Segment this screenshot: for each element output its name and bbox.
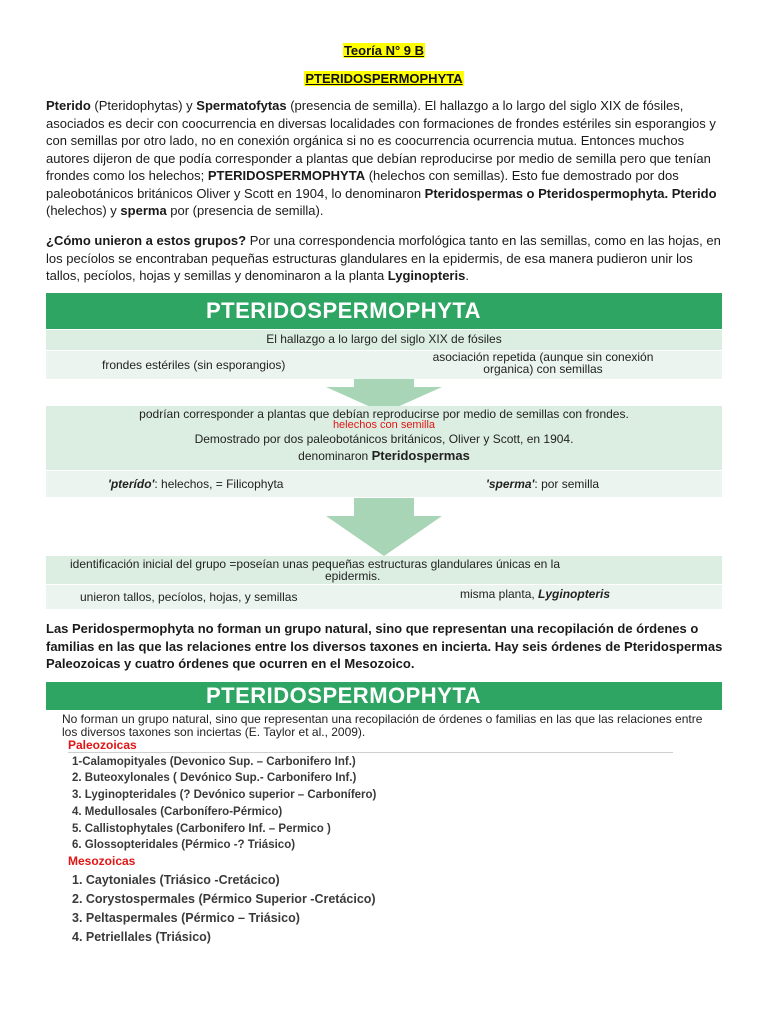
union-row: unieron tallos, pecíolos, hojas, y semillas misma planta, Lyginopteris (46, 585, 722, 609)
diagram-banner: PTERIDOSPERMOPHYTA (46, 293, 722, 329)
paragraph-intro: Pterido (Pteridophytas) y Spermatofytas (presencia de semilla). El hallazgo a lo largo del siglo XIX de fósiles, asociados es decir con coocurrencia en diversas localidades con formaciones de frondes estériles sin esporangios y con semillas por otro lado, no en conexión orgánica si no es coocurrencia ocurrencia mutua. Entonces muchos autores dijeron de que podía corresponder a plantas que debían reproducirse por medio de semilla pero que tenían frondes como los helechos; PTERIDOSPERMOPHYTA (helechos con semillas). Esto fue demostrado por dos paleobotánicos británicos Oliver y Scott en 1904, lo denominaron Pteridospermas o Pteridospermophyta. Pterido (helechos) y sperma por (presencia de semilla). (46, 98, 717, 218)
list-item: 4. Petriellales (Triásico) (72, 930, 211, 944)
list-item: 2. Corystospermales (Pérmico Superior -Cretácico) (72, 892, 376, 906)
finding-row: El hallazgo a lo largo del siglo XIX de fósiles (46, 330, 722, 350)
paragraph-classification: Las Peridospermophyta no forman un grupo natural, sino que representan una recopilación de órdenes o familias en las que las relaciones entre los diversos taxones en incierta. Hay seis órdenes de Pteridospermas Paleozoicas y cuatro órdenes que ocurren en el Mesozoico. (46, 621, 723, 671)
list-item: 3. Lyginopteridales (? Devónico superior – Carbonífero) (72, 789, 377, 801)
paleozoic-heading: Paleozoicas (68, 738, 137, 752)
demonstration-row: podrían corresponder a plantas que debían reproducirse por medio de semillas con frondes. helechos con semilla Demostrado por dos paleobotánicos británicos, Oliver y Scott, en 1904. denominaron Pteridospermas (46, 406, 722, 470)
divider (68, 752, 673, 753)
list-item: 1-Calamopityales (Devonico Sup. – Carbonifero Inf.) (72, 756, 356, 768)
etymology-row: 'pterído': helechos, = Filicophyta 'sperma': por semilla (46, 471, 722, 497)
down-arrow-icon (326, 498, 442, 556)
list-item: 2. Buteoxylonales ( Devónico Sup.- Carbonifero Inf.) (72, 772, 357, 784)
document-subtitle: PTERIDOSPERMOPHYTA (305, 71, 463, 86)
list-item: 4. Medullosales (Carbonífero-Pérmico) (72, 806, 283, 818)
mesozoic-heading: Mesozoicas (68, 854, 136, 868)
list-item: 1. Caytoniales (Triásico -Cretácico) (72, 873, 280, 887)
diagram-banner: PTERIDOSPERMOPHYTA (46, 682, 722, 710)
list-item: 5. Callistophytales (Carbonifero Inf. – Permico ) (72, 823, 331, 835)
diagram-pteridospermophyta-flow (46, 293, 722, 609)
document-title: Teoría N° 9 B (343, 43, 425, 58)
list-item: 6. Glossopteridales (Pérmico -? Triásico) (72, 839, 296, 851)
list-item: 3. Peltaspermales (Pérmico – Triásico) (72, 911, 300, 925)
identification-row: identificación inicial del grupo =poseían unas pequeñas estructuras glandulares únicas en la epidermis. (46, 556, 722, 584)
paragraph-question: ¿Cómo unieron a estos grupos? Por una correspondencia morfológica tanto en las semillas, como en las hojas, en los pecíolos se encontraban pequeñas estructuras glandulares en la epidermis, de esa manera pudieron unir los tallos, pecíolos, hojas y semillas y denominaron a la planta Lyginopteris. (46, 233, 721, 283)
fronds-seeds-row: frondes estériles (sin esporangios) asociación repetida (aunque sin conexión organica) con semillas (46, 351, 722, 379)
diagram-orders-list (46, 682, 722, 952)
orders-intro: No forman un grupo natural, sino que representan una recopilación de órdenes o familias en las que las relaciones entre los diversos taxones son inciertas (E. Taylor et al., 2009). (62, 712, 703, 739)
